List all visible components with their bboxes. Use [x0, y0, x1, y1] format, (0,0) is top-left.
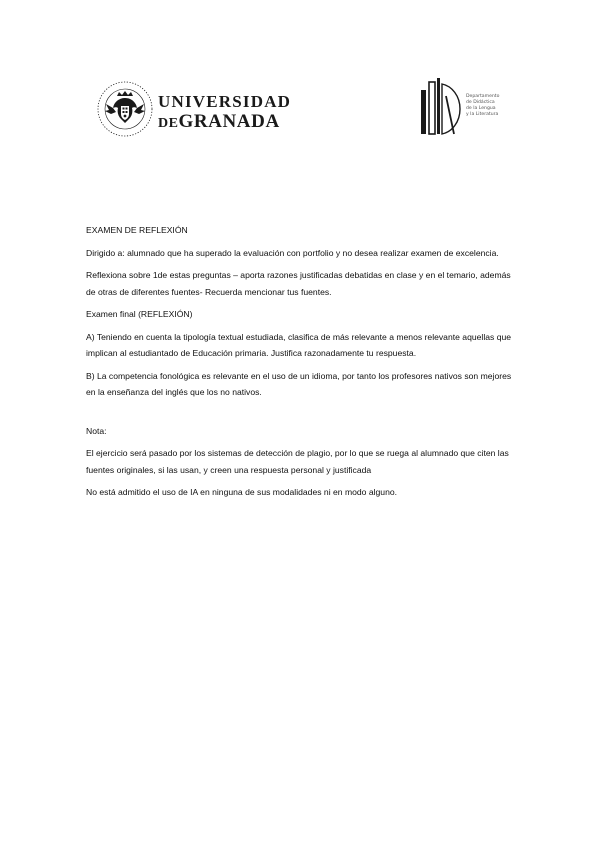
university-wordmark: [158, 93, 291, 131]
university-name-line2: [158, 112, 291, 131]
department-name-line: y la Literatura: [466, 112, 499, 117]
department-books-icon: [420, 76, 464, 138]
department-name-line: de la Lengua: [466, 106, 496, 111]
department-logo: [420, 76, 520, 138]
note-heading: Nota:: [86, 425, 107, 436]
department-name: [466, 94, 499, 118]
department-name-line: de Didáctica: [466, 100, 495, 105]
note-plagiarism: El ejercicio será pasado por los sistemas de detección de plagio, por lo que se ruega al alumnado que citen las fuentes originales, si las usan, y creen una respuesta personal y justificada: [86, 448, 509, 475]
audience-paragraph: Dirigido a: alumnado que ha superado la evaluación con portfolio y no desea realizar examen de excelencia.: [86, 247, 499, 258]
university-logo: [96, 80, 292, 138]
section-heading: Examen final (REFLEXIÓN): [86, 309, 193, 319]
question-a: A) Teniendo en cuenta la tipología textual estudiada, clasifica de más relevante a menos relevante aquellas que implican al estudiantado de Educación primaria. Justifica razonadamente tu respuesta.: [86, 331, 512, 358]
note-ai: No está admitido el uso de IA en ninguna de sus modalidades ni en modo alguno.: [86, 487, 398, 497]
university-seal-icon: [96, 80, 154, 138]
question-b: B) La competencia fonológica es relevante en el uso de un idioma, por tanto los profesores nativos son mejores en la enseñanza del inglés que los no nativos.: [86, 370, 512, 397]
instruction-paragraph: Reflexiona sobre 1de estas preguntas – aporta razones justificadas debatidas en clase y en el temario, además de otras de diferentes fuentes- Recuerda mencionar tus fuentes.: [86, 270, 511, 297]
university-name-main: GRANADA: [178, 111, 280, 132]
document-body: [86, 222, 516, 501]
document-title: EXAMEN DE REFLEXIÓN: [86, 225, 188, 235]
department-name-line: Departamento: [466, 94, 500, 99]
university-name-line1: UNIVERSIDAD: [158, 92, 292, 111]
university-name-prefix: DE: [158, 116, 179, 131]
